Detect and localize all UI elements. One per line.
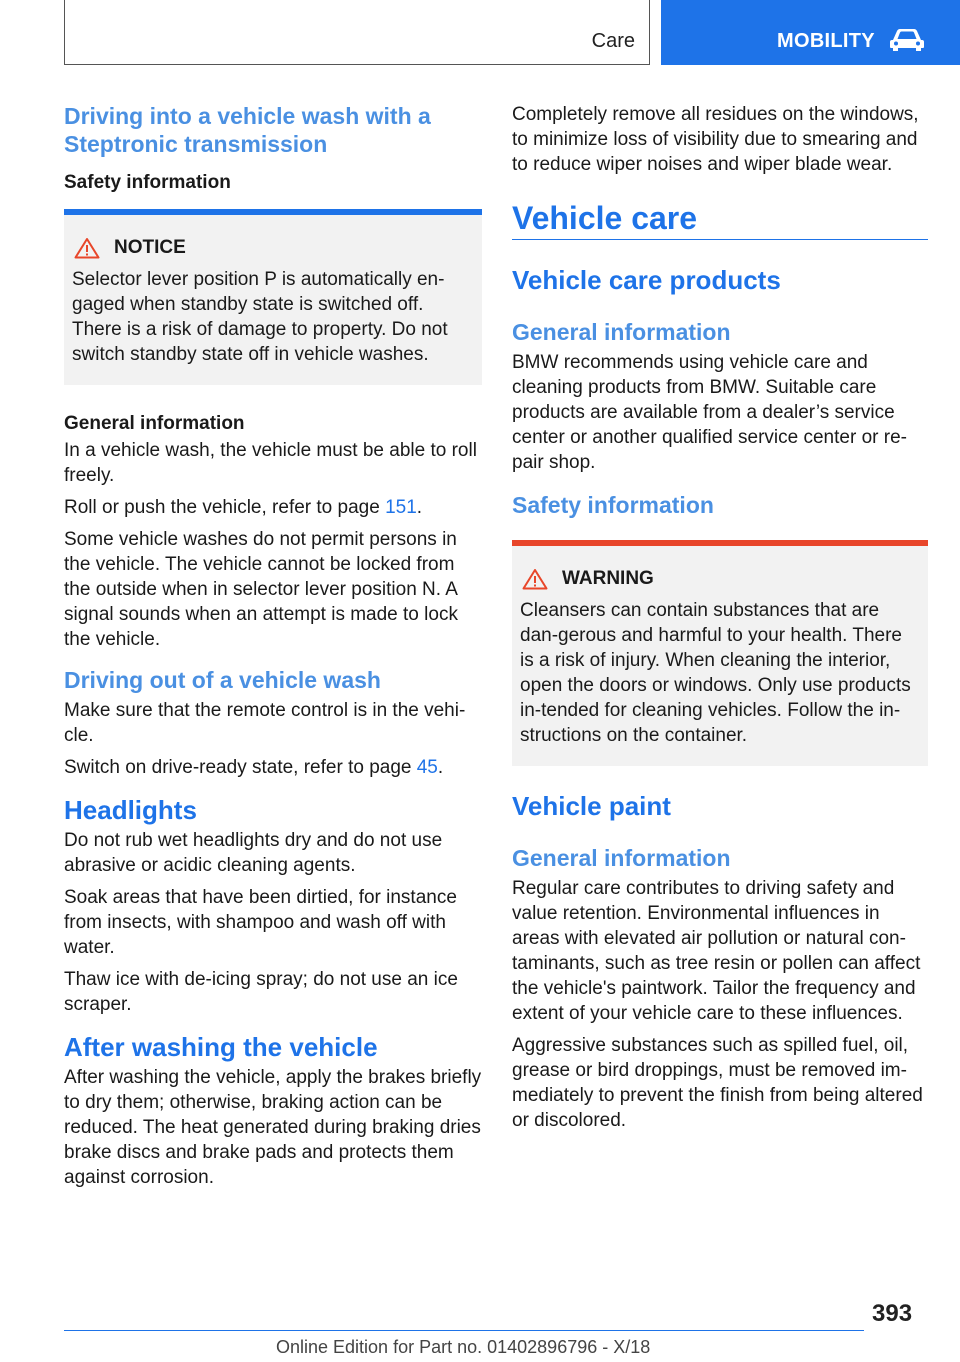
paragraph-roll-push: Roll or push the vehicle, refer to page 151. [64, 497, 423, 518]
page-link-151[interactable]: 151 [385, 497, 417, 518]
warning-box [512, 540, 928, 766]
paragraph-bmw-recommends: BMW recommends using vehicle care and cleaning products from BMW. Suitable care products are available from a dealer’s service center or another qualified service center or re-pair shop. [512, 352, 907, 473]
footer-edition: Online Edition for Part no. 01402896796 - X/18 [276, 1337, 651, 1357]
paragraph-aggressive-substances: Aggressive substances such as spilled fuel, oil, grease or bird droppings, must be removed im-mediately to prevent the finish from being altered or discolored. [512, 1035, 923, 1131]
paragraph-headlights-rub: Do not rub wet headlights dry and do not use abrasive or acidic cleaning agents. [64, 830, 443, 876]
page-header [0, 0, 960, 66]
heading-vehicle-care-wrapper [512, 199, 928, 240]
page-number: 393 [872, 1300, 913, 1327]
paragraph-persons-in-vehicle: Some vehicle washes do not permit persons in the vehicle. The vehicle cannot be locked from the outside when in selector lever position N. A signal sounds when an attempt is made to lock the vehicle. [64, 529, 458, 650]
paragraph-apply-brakes: After washing the vehicle, apply the brakes briefly to dry them; otherwise, braking action can be reduced. The heat generated during braking dries brake discs and brake pads and protects them against corrosion. [64, 1067, 482, 1188]
right-column [512, 102, 928, 1140]
paragraph-remove-residues: Completely remove all residues on the windows, to minimize loss of visibility due to smearing and to reduce wiper noises and wiper blade wear. [512, 104, 919, 175]
heading-driving-out-vehicle-wash: Driving out of a vehicle wash [64, 667, 381, 693]
heading-after-washing: After washing the vehicle [64, 1032, 378, 1062]
heading-vehicle-wash-steptronic: Driving into a vehicle wash with a Steptronic transmission [64, 103, 431, 157]
notice-header [72, 237, 474, 259]
heading-headlights: Headlights [64, 795, 197, 825]
paragraph-remote-control: Make sure that the remote control is in the vehi-cle. [64, 700, 466, 746]
heading-safety-information-products: Safety information [512, 492, 714, 518]
warning-triangle-icon [74, 237, 100, 259]
notice-text: Selector lever position P is automatically en-gaged when standby state is switched off. There is a risk of damage to property. Do not switch standby state off in vehicle washes. [72, 269, 448, 365]
car-icon [889, 26, 925, 52]
warning-title: WARNING [562, 568, 654, 589]
chapter-tab [661, 0, 960, 65]
heading-general-information-products: General information [512, 319, 731, 345]
heading-vehicle-care-products: Vehicle care products [512, 265, 781, 295]
paragraph-thaw-ice: Thaw ice with de-icing spray; do not use an ice scraper. [64, 969, 458, 1015]
left-column [64, 102, 482, 1197]
heading-safety-information: Safety information [64, 172, 231, 193]
warning-header [520, 568, 920, 590]
footer-divider [64, 1330, 864, 1331]
notice-title: NOTICE [114, 237, 186, 258]
paragraph-soak-areas: Soak areas that have been dirtied, for instance from insects, with shampoo and wash off with water. [64, 887, 457, 958]
warning-triangle-icon [522, 568, 548, 590]
heading-general-information-paint: General information [512, 845, 731, 871]
heading-vehicle-paint: Vehicle paint [512, 791, 671, 821]
paragraph-drive-ready: Switch on drive-ready state, refer to page 45. [64, 757, 444, 778]
notice-box [64, 209, 482, 385]
paragraph-regular-care: Regular care contributes to driving safety and value retention. Environmental influences in areas with elevated air pollution or natural con-taminants, such as tree resin or pollen can affect the vehicle's paintwork. Tailor the frequency and extent of your vehicle care to these influences. [512, 878, 921, 1024]
heading-general-information: General information [64, 413, 245, 434]
section-title: Care [591, 30, 635, 52]
heading-vehicle-care: Vehicle care [512, 200, 698, 236]
section-tab [64, 0, 650, 65]
chapter-title: MOBILITY [777, 30, 875, 52]
paragraph-roll-freely: In a vehicle wash, the vehicle must be able to roll freely. [64, 440, 477, 486]
warning-text: Cleansers can contain substances that are dan-gerous and harmful to your health. There is a risk of injury. When cleaning the interior, open the doors or windows. Only use products in-tended for cleaning vehicles. Follow the in-structions on the container. [520, 600, 911, 746]
page-link-45[interactable]: 45 [416, 757, 438, 778]
